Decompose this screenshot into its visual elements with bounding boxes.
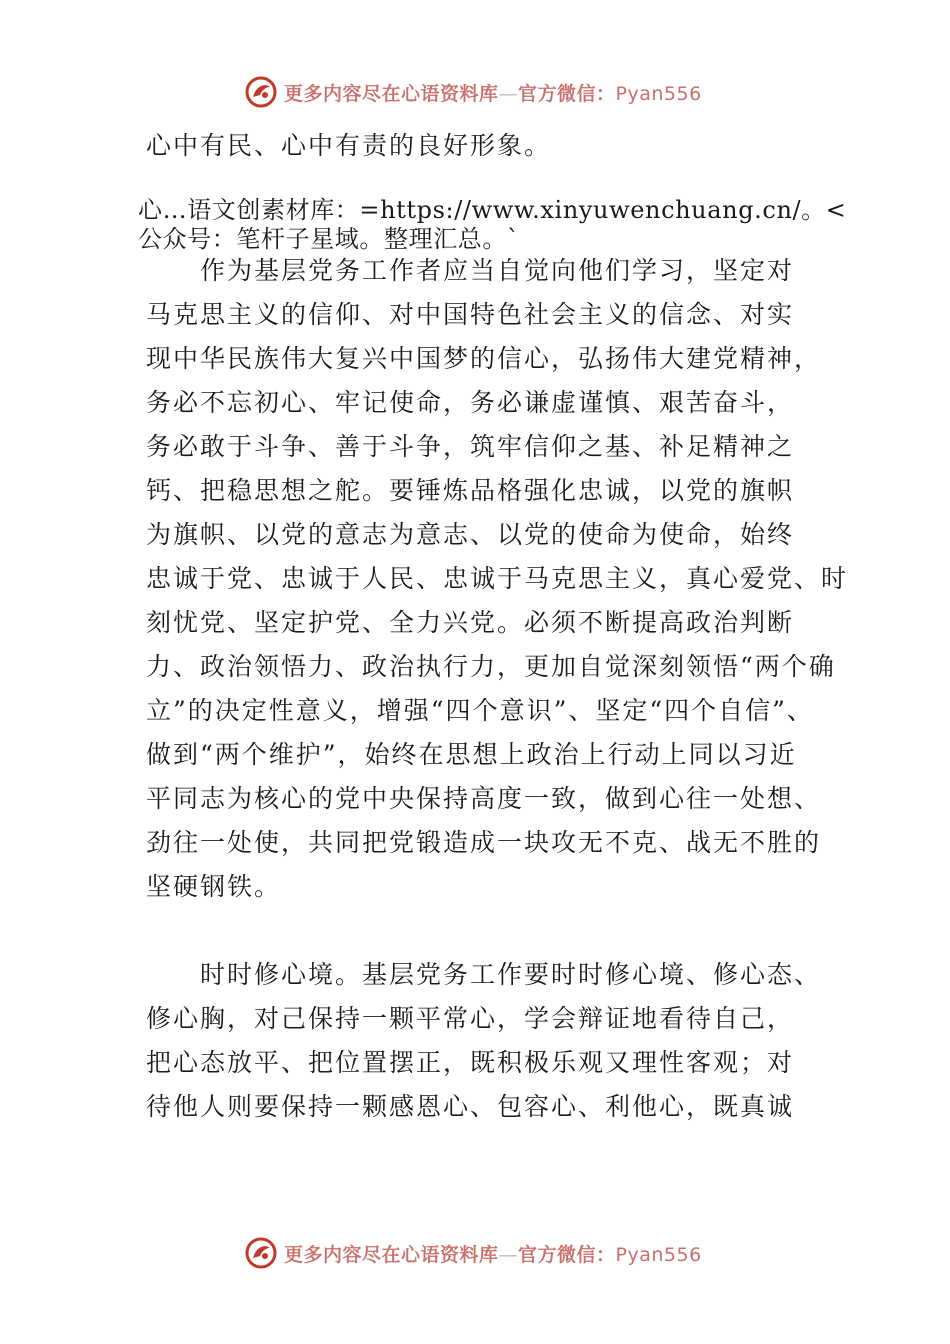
text-line: 力、政治领悟力、政治执行力，更加自觉深刻领悟“两个确 [146, 652, 836, 681]
text-line: 作为基层党务工作者应当自觉向他们学习，坚定对 [146, 256, 795, 285]
text-line: 务必敢于斗争、善于斗争，筑牢信仰之基、补足精神之 [146, 432, 795, 461]
text-line: 平同志为核心的党中央保持高度一致，做到心往一处想、 [146, 784, 822, 813]
text-line: 心中有民、心中有责的良好形象。 [146, 131, 552, 160]
text-line: 钙、把稳思想之舵。要锤炼品格强化忠诚，以党的旗帜 [146, 476, 795, 505]
header-watermark [244, 72, 764, 112]
text-line: 做到“两个维护”，始终在思想上政治上行动上同以习近 [146, 740, 797, 769]
text-line: 刻忧党、坚定护党、全力兴党。必须不断提高政治判断 [146, 608, 795, 637]
text-line: 待他人则要保持一颗感恩心、包容心、利他心，既真诚 [146, 1092, 795, 1121]
text-line: 把心态放平、把位置摆正，既积极乐观又理性客观；对 [146, 1048, 795, 1077]
watermark-text: 更多内容尽在心语资料库—官方微信：Pyan556 [284, 82, 702, 105]
brand-logo-icon [244, 1236, 278, 1270]
text-line: 公众号：笔杆子星域。整理汇总。` [138, 225, 520, 253]
text-line: 马克思主义的信仰、对中国特色社会主义的信念、对实 [146, 300, 795, 329]
text-line: 坚硬钢铁。 [146, 872, 282, 901]
footer-watermark [244, 1233, 764, 1273]
text-line: 为旗帜、以党的意志为意志、以党的使命为使命，始终 [146, 520, 795, 549]
watermark-text: 更多内容尽在心语资料库—官方微信：Pyan556 [284, 1243, 702, 1266]
text-line: 修心胸，对己保持一颗平常心，学会辩证地看待自己， [146, 1004, 795, 1033]
text-line: 时时修心境。基层党务工作要时时修心境、修心态、 [146, 960, 822, 989]
brand-logo-icon [244, 75, 278, 109]
text-line: 现中华民族伟大复兴中国梦的信心，弘扬伟大建党精神， [146, 344, 822, 373]
text-line: 务必不忘初心、牢记使命，务必谦虚谨慎、艰苦奋斗， [146, 388, 795, 417]
text-line: 忠诚于党、忠诚于人民、忠诚于马克思主义，真心爱党、时 [146, 564, 849, 593]
text-line: 心…语文创素材库：=https://www.xinyuwenchuang.cn/。< [138, 196, 847, 224]
text-line: 立”的决定性意义，增强“四个意识”、坚定“四个自信”、 [146, 696, 814, 725]
text-line: 劲往一处使，共同把党锻造成一块攻无不克、战无不胜的 [146, 828, 822, 857]
